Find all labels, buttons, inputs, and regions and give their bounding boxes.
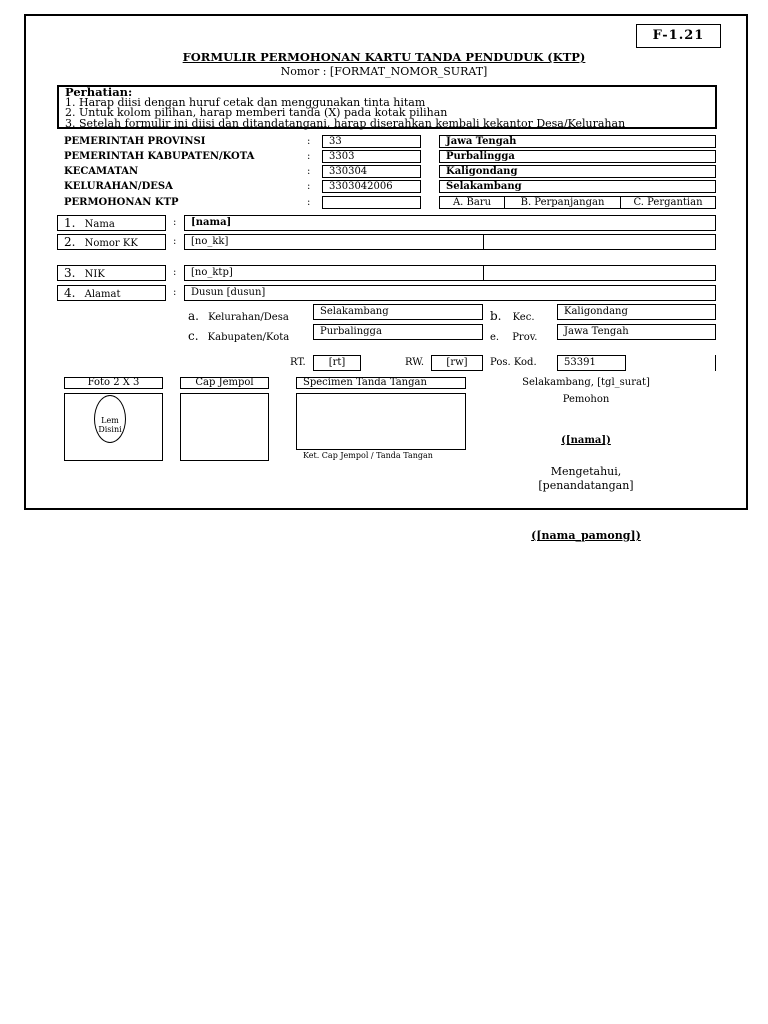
rt-label: RT. [290,357,306,368]
kabupaten-code[interactable]: 3303 [322,150,421,163]
address-kec-label [490,305,535,324]
colon: : [307,181,311,192]
mengetahui-label: Mengetahui, [550,465,622,478]
kecamatan-name[interactable]: Kaligondang [439,165,716,178]
pos-input[interactable]: 53391 [557,355,626,371]
place-date: Selakambang, [tgl_surat] [522,377,650,388]
nik-extra-box[interactable] [483,265,716,281]
field-label-no-kk [57,234,166,250]
address-kec-input[interactable]: Kaligondang [557,304,716,320]
rw-input[interactable]: [rw] [431,355,483,371]
kecamatan-code[interactable]: 330304 [322,165,421,178]
specimen-box[interactable] [296,393,466,450]
label-kabupaten: PEMERINTAH KABUPATEN/KOTA [64,151,255,162]
field-label-nama [57,215,166,231]
colon: : [307,136,311,147]
address-kabupaten-label [188,325,289,344]
colon: : [173,217,177,228]
provinsi-code[interactable]: 33 [322,135,421,148]
pamong-name: ([nama_pamong]) [531,529,641,542]
option-pergantian[interactable]: C. Pergantian [620,196,716,209]
notice-line: 3. Setelah formulir ini diisi dan ditandatangani, harap diserahkan kembali kekantor Desa/Kelurahan [65,116,626,130]
field-label-nik [57,265,166,281]
cap-jempol-label: Cap Jempol [180,377,269,389]
colon: : [307,166,311,177]
field-label: Nama [84,219,115,230]
field-number: 3. [64,266,76,280]
nik-input[interactable]: [no_ktp] [184,265,484,281]
address-kabupaten-input[interactable]: Purbalingga [313,324,483,340]
disini-text: Disini [98,425,122,434]
colon: : [173,236,177,247]
nama-input[interactable]: [nama] [184,215,716,231]
pemohon-name: ([nama]) [561,435,611,446]
provinsi-name[interactable]: Jawa Tengah [439,135,716,148]
option-baru[interactable]: A. Baru [439,196,505,209]
label-permohonan: PERMOHONAN KTP [64,197,179,208]
no-kk-input[interactable]: [no_kk] [184,234,484,250]
divider [715,355,716,371]
penandatangan: [penandatangan] [538,479,634,492]
form-code: F-1.21 [636,24,721,48]
colon: : [173,267,177,278]
address-kelurahan-label [188,305,289,324]
cap-jempol-box[interactable] [180,393,269,461]
colon: : [173,287,177,298]
foto-label: Foto 2 X 3 [64,377,163,389]
address-letter: b. [490,309,502,323]
pemohon-label: Pemohon [562,394,610,405]
label-kelurahan: KELURAHAN/DESA [64,181,173,192]
specimen-label: Specimen Tanda Tangan [296,377,466,389]
notice-line: 2. Untuk kolom pilihan, harap memberi tanda (X) pada kotak pilihan [65,106,448,119]
address-prov-label [490,325,537,344]
notice-heading: Perhatian: [65,85,133,99]
notice-line: 1. Harap diisi dengan huruf cetak dan menggunakan tinta hitam [65,95,426,109]
address-kelurahan-input[interactable]: Selakambang [313,304,483,320]
field-number: 4. [64,286,76,300]
no-kk-extra-box[interactable] [483,234,716,250]
field-label: NIK [84,269,105,280]
field-label: Alamat [84,289,121,300]
permohonan-choice-box[interactable] [322,196,421,209]
rt-input[interactable]: [rt] [313,355,361,371]
colon: : [307,197,311,208]
address-label: Kelurahan/Desa [208,312,289,323]
ket-text: Ket. Cap Jempol / Tanda Tangan [303,451,433,460]
address-letter: a. [188,309,199,323]
address-letter: c. [188,329,199,343]
field-label: Nomor KK [84,238,138,249]
address-label: Prov. [512,332,538,343]
form-number: Nomor : [FORMAT_NOMOR_SURAT] [280,65,488,78]
address-label: Kec. [512,312,535,323]
field-number: 2. [64,235,76,249]
field-number: 1. [64,216,76,230]
alamat-input[interactable]: Dusun [dusun] [184,285,716,301]
field-label-alamat [57,285,166,301]
pos-label: Pos. Kod. [490,357,537,368]
label-provinsi: PEMERINTAH PROVINSI [64,136,206,147]
form-title: FORMULIR PERMOHONAN KARTU TANDA PENDUDUK (KTP) [182,50,586,64]
kabupaten-name[interactable]: Purbalingga [439,150,716,163]
lem-text: Lem [101,416,119,425]
lem-oval [94,395,126,443]
colon: : [307,151,311,162]
address-prov-input[interactable]: Jawa Tengah [557,324,716,340]
rw-label: RW. [405,357,425,368]
kelurahan-name[interactable]: Selakambang [439,180,716,193]
address-letter: e. [490,332,500,343]
kelurahan-code[interactable]: 3303042006 [322,180,421,193]
notice-box [57,85,717,129]
label-kecamatan: KECAMATAN [64,166,139,177]
address-label: Kabupaten/Kota [207,332,290,343]
option-perpanjangan[interactable]: B. Perpanjangan [504,196,621,209]
